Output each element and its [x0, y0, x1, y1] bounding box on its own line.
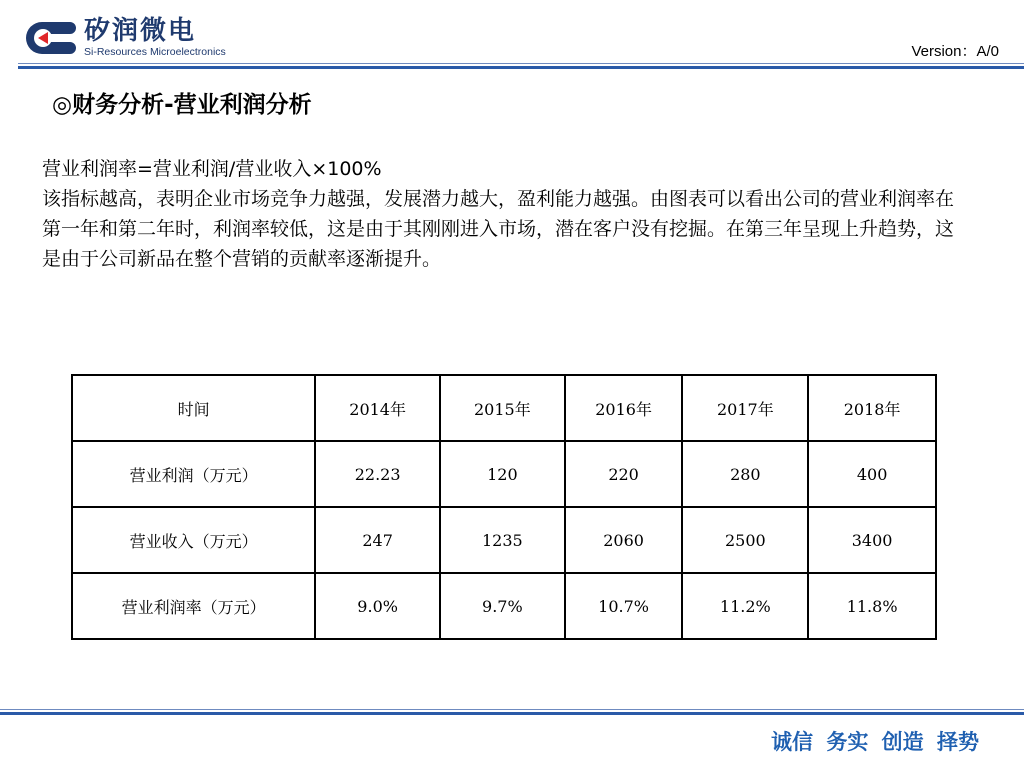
logo-chinese-name: 矽润微电 [84, 16, 197, 46]
logo-english-name: Si-Resources Microelectronics [84, 46, 226, 58]
version-label: Version：A/0 [911, 43, 999, 60]
table-cell: 247 [315, 507, 440, 573]
company-logo [26, 14, 226, 62]
row-label: 营业收入（万元） [72, 507, 315, 573]
company-slogan: 诚信 务实 创造 择势 [771, 730, 979, 754]
table-cell: 10.7% [565, 573, 683, 639]
table-row [72, 507, 936, 573]
table-cell: 2500 [682, 507, 808, 573]
formula-line: 营业利润率=营业利润/营业收入×100% [42, 158, 382, 180]
header-cell: 2014年 [315, 375, 440, 441]
table-cell: 1235 [440, 507, 565, 573]
footer-divider [0, 709, 1024, 715]
table-cell: 11.8% [808, 573, 936, 639]
header-cell: 时间 [72, 375, 315, 441]
logo-icon [26, 18, 76, 58]
table-cell: 220 [565, 441, 683, 507]
header-cell: 2017年 [682, 375, 808, 441]
profit-table [71, 374, 937, 640]
header-cell: 2018年 [808, 375, 936, 441]
analysis-text [42, 154, 972, 274]
table-cell: 3400 [808, 507, 936, 573]
table-cell: 280 [682, 441, 808, 507]
table-cell: 120 [440, 441, 565, 507]
table-cell: 11.2% [682, 573, 808, 639]
table-cell: 9.0% [315, 573, 440, 639]
table-cell: 400 [808, 441, 936, 507]
header-divider [18, 63, 1024, 69]
header-cell: 2016年 [565, 375, 683, 441]
table-cell: 22.23 [315, 441, 440, 507]
description-paragraph: 该指标越高，表明企业市场竞争力越强，发展潜力越大，盈利能力越强。由图表可以看出公司的营业利润率在第一年和第二年时，利润率较低，这是由于其刚刚进入市场，潜在客户没有挖掘。在第三年呈现上升趋势，这是由于公司新品在整个营销的贡献率逐渐提升。 [42, 188, 955, 270]
header-cell: 2015年 [440, 375, 565, 441]
table-row [72, 573, 936, 639]
table-cell: 2060 [565, 507, 683, 573]
page-title: ◎财务分析-营业利润分析 [52, 92, 312, 118]
row-label: 营业利润（万元） [72, 441, 315, 507]
table-row [72, 441, 936, 507]
table-header-row [72, 375, 936, 441]
row-label: 营业利润率（万元） [72, 573, 315, 639]
table-cell: 9.7% [440, 573, 565, 639]
